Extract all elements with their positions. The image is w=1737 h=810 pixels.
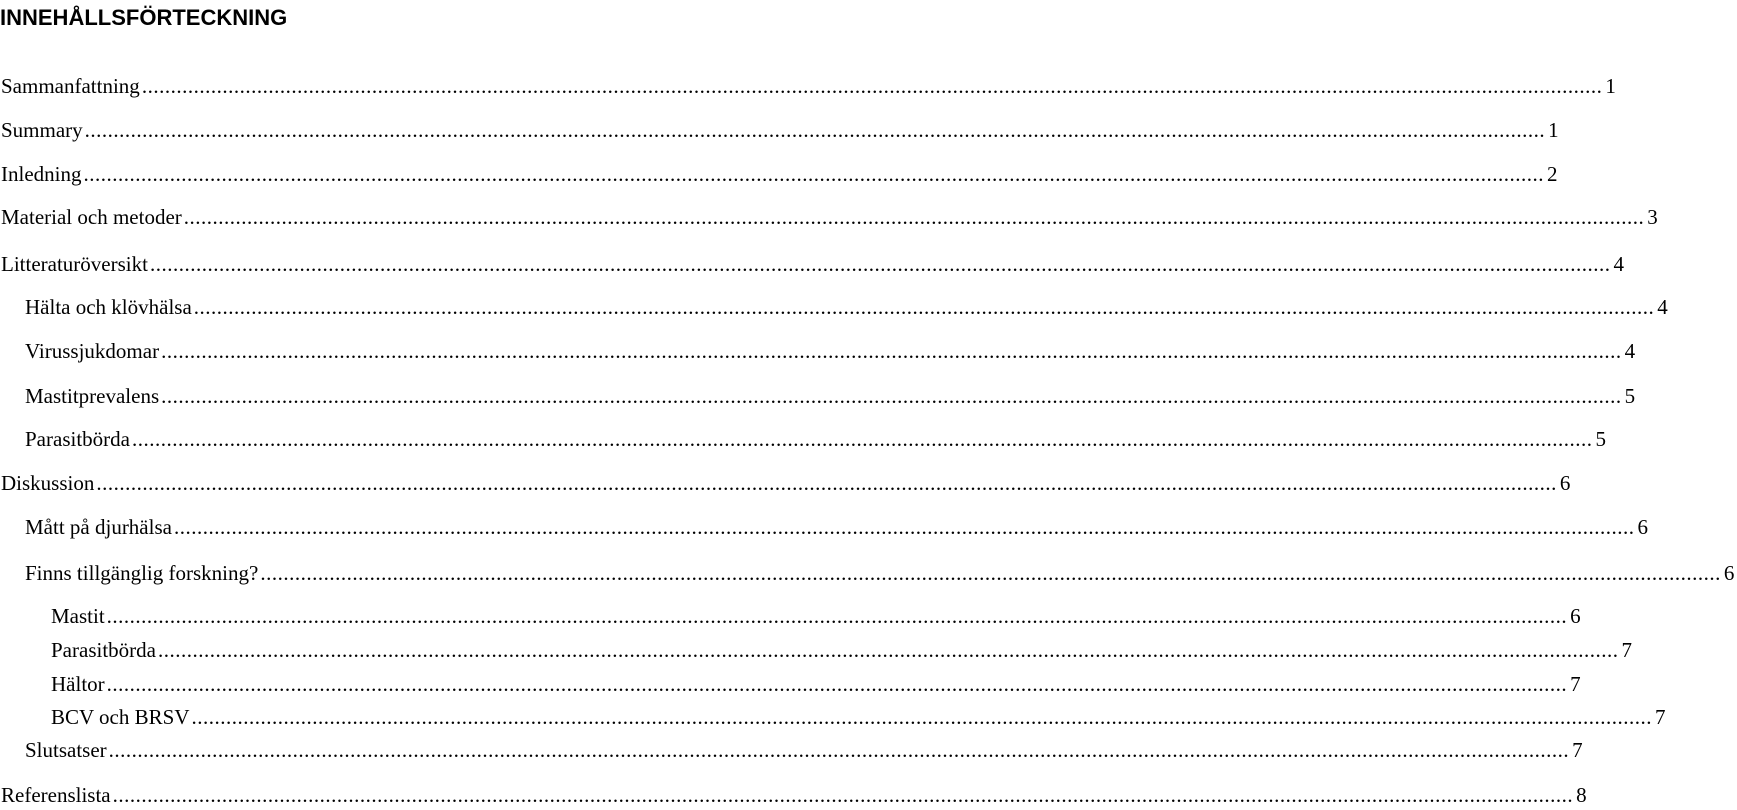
toc-entry-page: 5 xyxy=(1624,384,1636,408)
toc-entry-title: Summary xyxy=(1,118,83,142)
toc-entry[interactable] xyxy=(0,115,1559,145)
toc-entry-page: 8 xyxy=(1576,783,1587,807)
toc-entry[interactable] xyxy=(0,202,1658,232)
toc-entry[interactable] xyxy=(0,780,1587,810)
toc-entry-page: 3 xyxy=(1647,205,1658,229)
toc-entry-title: Virussjukdomar xyxy=(25,339,160,363)
toc-entry-title: Inledning xyxy=(1,162,82,186)
toc-entry-page: 7 xyxy=(1654,705,1666,729)
toc-entry-title: Mastit xyxy=(51,604,105,628)
toc-entry-title: Hältor xyxy=(51,672,105,696)
toc-entry-title: Material och metoder xyxy=(1,205,182,229)
toc-dot-leader: .............................................................................................................................................................................................................................................................. xyxy=(183,205,1645,229)
toc-entry[interactable] xyxy=(0,381,1636,411)
toc-dot-leader: .............................................................................................................................................................................................................................................................. xyxy=(83,162,1544,186)
toc-entry-title: Hälta och klövhälsa xyxy=(25,295,192,319)
toc-entry[interactable] xyxy=(0,635,1632,665)
toc-dot-leader: .............................................................................................................................................................................................................................................................. xyxy=(193,295,1655,319)
toc-entry[interactable] xyxy=(0,558,1735,588)
toc-entry[interactable] xyxy=(0,468,1571,498)
toc-entry-title: Referenslista xyxy=(1,783,111,807)
toc-dot-leader: .............................................................................................................................................................................................................................................................. xyxy=(84,118,1546,142)
toc-entry[interactable] xyxy=(0,735,1583,765)
toc-dot-leader: .............................................................................................................................................................................................................................................................. xyxy=(108,738,1570,762)
toc-dot-leader: .............................................................................................................................................................................................................................................................. xyxy=(106,672,1568,696)
toc-entry[interactable] xyxy=(0,669,1581,699)
toc-entry-title: BCV och BRSV xyxy=(51,705,190,729)
toc-entry[interactable] xyxy=(0,702,1666,732)
toc-entry-title: Finns tillgänglig forskning? xyxy=(25,561,259,585)
toc-entry-title: Litteraturöversikt xyxy=(1,252,148,276)
toc-entry-page: 6 xyxy=(1723,561,1735,585)
toc-entry-page: 6 xyxy=(1559,471,1571,495)
toc-entry-title: Diskussion xyxy=(1,471,95,495)
toc-dot-leader: .............................................................................................................................................................................................................................................................. xyxy=(96,471,1557,495)
toc-dot-leader: .............................................................................................................................................................................................................................................................. xyxy=(141,74,1603,98)
toc-entry-title: Parasitbörda xyxy=(25,427,130,451)
toc-entry-title: Slutsatser xyxy=(25,738,107,762)
toc-entry-title: Mått på djurhälsa xyxy=(25,515,172,539)
toc-entry[interactable] xyxy=(0,512,1648,542)
toc-entry-page: 7 xyxy=(1621,638,1632,662)
toc-entry[interactable] xyxy=(0,292,1668,322)
toc-entry-page: 4 xyxy=(1613,252,1624,276)
toc-entry[interactable] xyxy=(0,159,1558,189)
toc-entry-page: 1 xyxy=(1605,74,1616,98)
toc-dot-leader: .............................................................................................................................................................................................................................................................. xyxy=(161,339,1622,363)
toc-entry[interactable] xyxy=(0,424,1606,454)
toc-dot-leader: .............................................................................................................................................................................................................................................................. xyxy=(191,705,1652,729)
toc-entry-page: 7 xyxy=(1572,738,1583,762)
toc-dot-leader: .............................................................................................................................................................................................................................................................. xyxy=(149,252,1611,276)
toc-entry-page: 6 xyxy=(1637,515,1648,539)
toc-dot-leader: .............................................................................................................................................................................................................................................................. xyxy=(157,638,1619,662)
toc-entry-page: 1 xyxy=(1548,118,1559,142)
toc-dot-leader: .............................................................................................................................................................................................................................................................. xyxy=(161,384,1622,408)
toc-entry-title: Sammanfattning xyxy=(1,74,140,98)
toc-entry-page: 7 xyxy=(1570,672,1581,696)
toc-dot-leader: .............................................................................................................................................................................................................................................................. xyxy=(106,604,1568,628)
toc-dot-leader: .............................................................................................................................................................................................................................................................. xyxy=(260,561,1721,585)
toc-entry-page: 2 xyxy=(1546,162,1558,186)
toc-dot-leader: .............................................................................................................................................................................................................................................................. xyxy=(112,783,1574,807)
toc-entry[interactable] xyxy=(0,71,1616,101)
toc-entry[interactable] xyxy=(0,336,1636,366)
toc-entry[interactable] xyxy=(0,249,1624,279)
toc-dot-leader: .............................................................................................................................................................................................................................................................. xyxy=(131,427,1593,451)
document-title: INNEHÅLLSFÖRTECKNING xyxy=(0,5,288,30)
toc-entry-page: 6 xyxy=(1570,604,1581,628)
toc-entry-page: 4 xyxy=(1657,295,1668,319)
toc-entry-page: 5 xyxy=(1595,427,1606,451)
toc-dot-leader: .............................................................................................................................................................................................................................................................. xyxy=(173,515,1635,539)
toc-entry[interactable] xyxy=(0,601,1581,631)
toc-entry-title: Mastitprevalens xyxy=(25,384,160,408)
toc-entry-page: 4 xyxy=(1624,339,1636,363)
toc-entry-title: Parasitbörda xyxy=(51,638,156,662)
